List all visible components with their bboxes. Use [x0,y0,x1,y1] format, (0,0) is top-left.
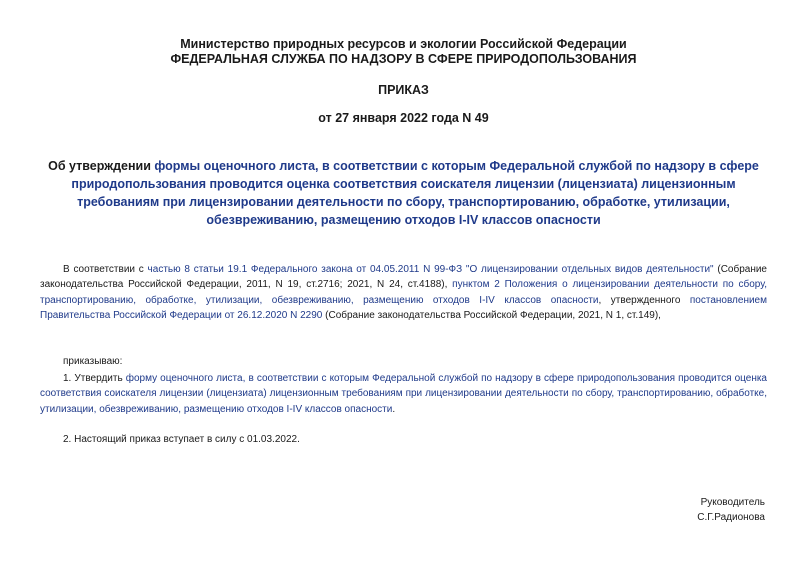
ministry-name: Министерство природных ресурсов и экологии Российской Федерации [180,37,627,51]
document-type: ПРИКАЗ [378,83,429,97]
preamble-text-1: В соответствии с [63,264,148,275]
preamble-paragraph [40,262,767,324]
assessment-form-link[interactable]: форму оценочного листа, в соответствии с которым Федеральной службой по надзору в сфере природопользования проводится оценка соответствия соискателя лицензии (лицензиата) лицензионным требованиям при лицензировании деятельности по сбору, транспортированию, обработке, утилизации, обезвреживанию, размещению отходов I-IV классов опасности [40,373,767,415]
signature-role: Руководитель [700,497,765,508]
order-word: приказываю: [63,356,123,367]
preamble-text-3: , утвержденного [598,294,690,306]
item1-text-1: 1. Утвердить [63,373,126,384]
order-item-1 [40,371,767,417]
document-date-number: от 27 января 2022 года N 49 [318,111,489,125]
government-decree-link[interactable]: постановлением Правительства Российской Федерации от 26.12.2020 N 2290 [40,294,767,322]
title-link[interactable]: формы оценочного листа, в соответствии с которым Федеральной службой по надзору в сфере природопользования проводится оценка соответствия соискателя лицензии (лицензиата) лицензионным требованиям при лицензировании деятельности по сбору, транспортированию, обработке, утилизации, обезвреживанию, размещению отходов I-IV классов опасности [71,159,759,227]
document-title [30,157,777,229]
law-link[interactable]: частью 8 статьи 19.1 Федерального закона от 04.05.2011 N 99-ФЗ "О лицензировании отдельных видов деятельности" [147,264,714,275]
preamble-text-4: (Собрание законодательства Российской Федерации, 2021, N 1, ст.149), [322,310,661,322]
signature-name: С.Г.Радионова [697,512,765,523]
title-prefix: Об утверждении [48,159,155,173]
item1-text-2: . [392,403,396,415]
service-name: ФЕДЕРАЛЬНАЯ СЛУЖБА ПО НАДЗОРУ В СФЕРЕ ПРИРОДОПОЛЬЗОВАНИЯ [170,52,637,66]
regulation-link[interactable]: пунктом 2 Положения о лицензировании деятельности по сбору, транспортированию, обработке, утилизации, обезвреживанию, размещению отходов I-IV классов опасности [40,279,767,306]
order-item-2: 2. Настоящий приказ вступает в силу с 01.03.2022. [63,434,300,445]
preamble-text-2: (Собрание законодательства Российской Федерации, 2011, N 19, ст.2716; 2021, N 24, ст.4188), [40,264,767,291]
